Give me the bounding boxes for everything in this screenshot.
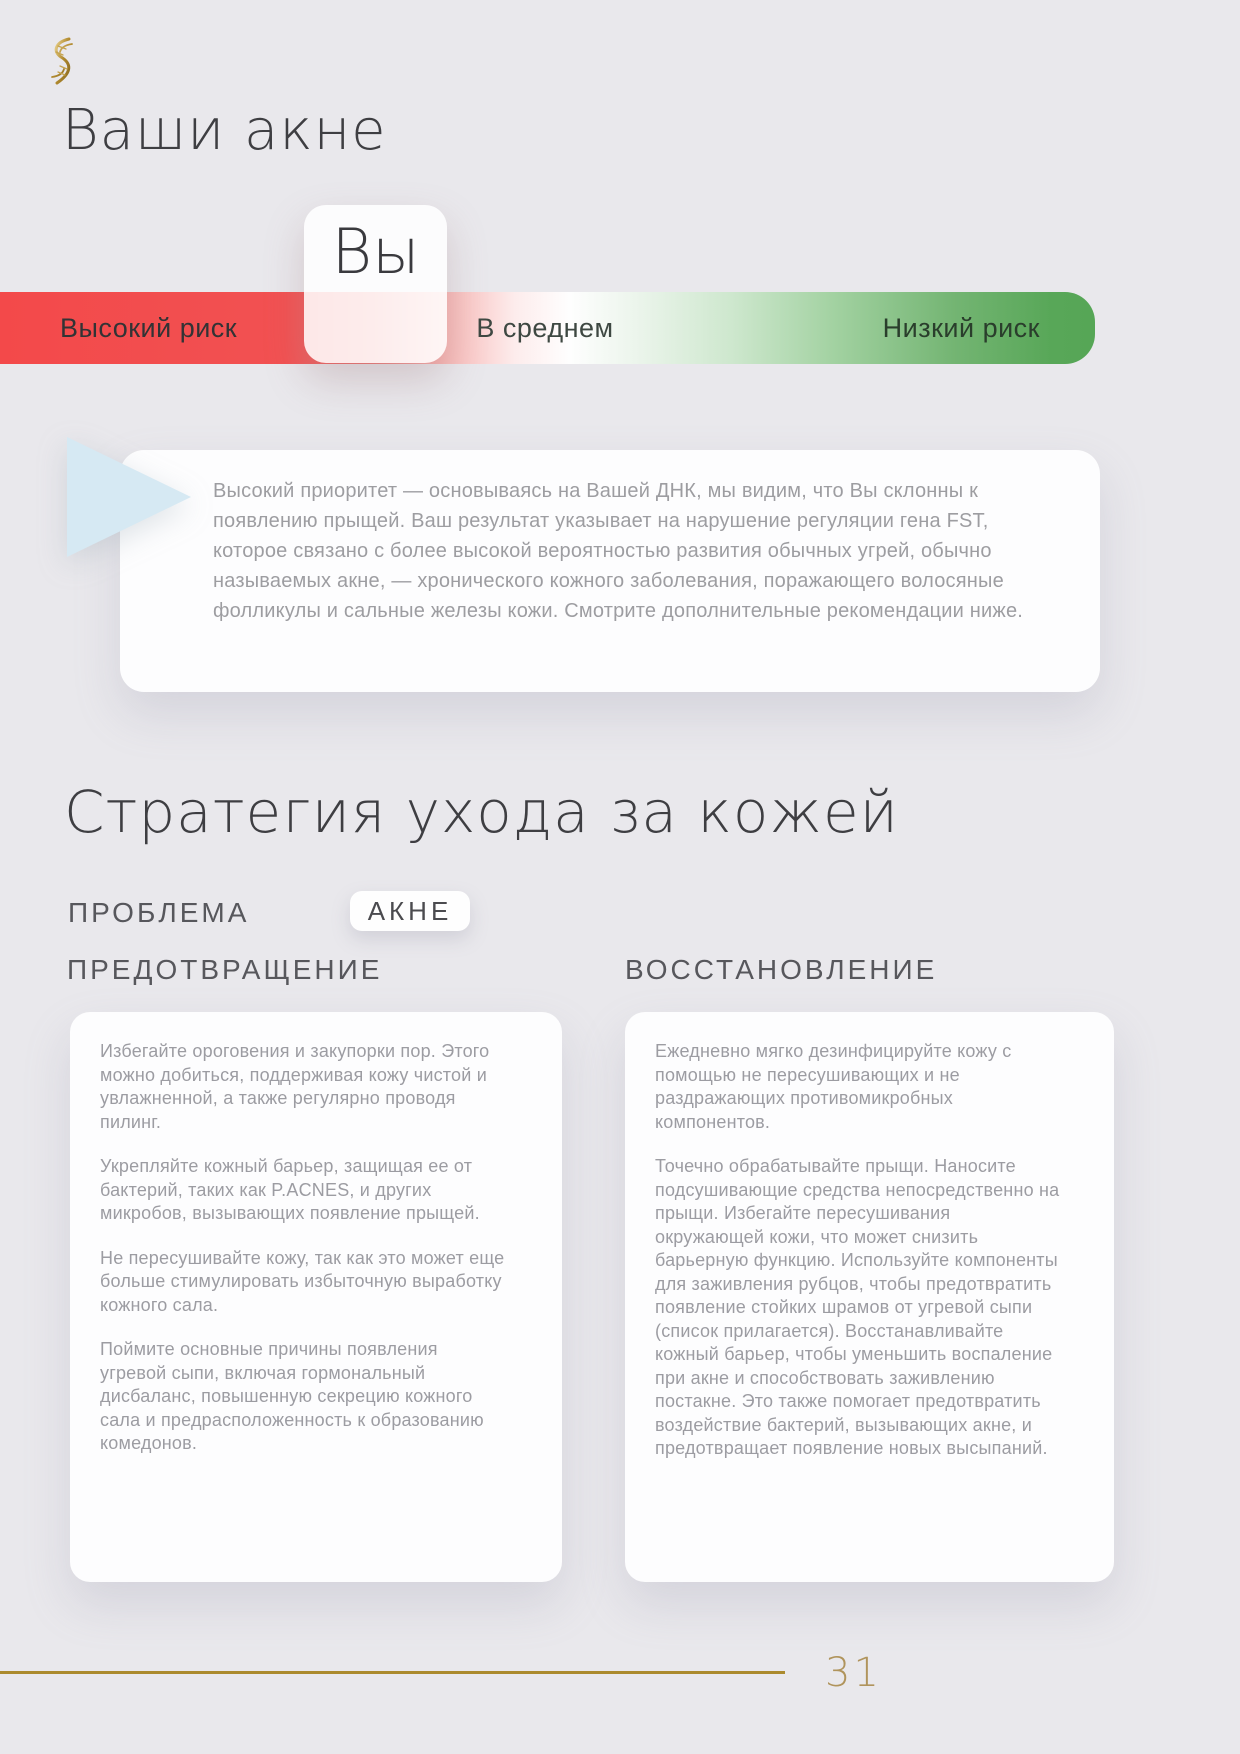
column-header-prevention: ПРЕДОТВРАЩЕНИЕ bbox=[67, 954, 383, 985]
problem-value-badge bbox=[350, 891, 470, 931]
your-result-marker bbox=[304, 205, 447, 363]
risk-label-medium: В среднем bbox=[476, 312, 614, 343]
risk-label-low: Низкий риск bbox=[882, 312, 1040, 343]
prevention-paragraph: Укрепляйте кожный барьер, защищая ее от бактерий, таких как P.ACNES, и других микробов, вызывающих появление прыщей. bbox=[100, 1156, 480, 1223]
prevention-card bbox=[70, 1012, 562, 1582]
recovery-card bbox=[625, 1012, 1114, 1582]
prevention-paragraph: Поймите основные причины появления угревой сыпи, включая гормональный дисбаланс, повышенную секрецию кожного сала и предрасположенность к образованию комедонов. bbox=[100, 1339, 484, 1453]
problem-label: ПРОБЛЕМА bbox=[68, 897, 250, 928]
prevention-paragraph: Избегайте ороговения и закупорки пор. Этого можно добиться, поддерживая кожу чистой и увлажненной, а также регулярно проводя пилинг. bbox=[100, 1041, 490, 1132]
page-title: Ваши акне bbox=[62, 98, 387, 163]
dna-helix-icon bbox=[48, 36, 76, 86]
prevention-text bbox=[100, 1040, 505, 1477]
prevention-paragraph: Не пересушивайте кожу, так как это может еще больше стимулировать избыточную выработку кожного сала. bbox=[100, 1247, 505, 1315]
pointer-triangle-icon bbox=[67, 437, 191, 557]
priority-card bbox=[120, 450, 1100, 692]
section-title: Стратегия ухода за кожей bbox=[64, 778, 899, 846]
recovery-paragraph: Ежедневно мягко дезинфицируйте кожу с помощью не пересушивающих и не раздражающих противомикробных компонентов. bbox=[655, 1041, 1012, 1132]
risk-gradient-bar bbox=[0, 292, 1095, 364]
column-header-recovery: ВОССТАНОВЛЕНИЕ bbox=[625, 954, 938, 985]
footer-rule bbox=[0, 1671, 785, 1674]
risk-label-high: Высокий риск bbox=[60, 312, 238, 343]
your-result-label: Вы bbox=[331, 215, 420, 288]
recovery-paragraph: Точечно обрабатывайте прыщи. Наносите подсушивающие средства непосредственно на прыщи. Избегайте пересушивания окружающей кожи, что может снизить барьерную функцию. Используйте компоненты для заживления рубцов, чтобы предотвратить появление стойких шрамов от угревой сыпи (список прилагается). Восстанавливайте кожный барьер, чтобы уменьшить воспаление при акне и способствовать заживлению постакне. Это также помогает предотвратить воздействие бактерий, вызывающих акне, и предотвращает появление новых высыпаний. bbox=[655, 1156, 1060, 1458]
problem-value: АКНЕ bbox=[367, 895, 453, 926]
priority-text: Высокий приоритет — основываясь на Вашей ДНК, мы видим, что Вы склонны к появлению прыщей. Ваш результат указывает на нарушение регуляции гена FST, которое связано с более высокой вероятностью развития обычных угрей, обычно называемых акне, — хронического кожного заболевания, поражающего волосяные фолликулы и сальные железы кожи. Смотрите дополнительные рекомендации ниже. bbox=[213, 480, 1024, 622]
recovery-text bbox=[655, 1040, 1060, 1482]
page-number: 31 bbox=[825, 1650, 882, 1696]
